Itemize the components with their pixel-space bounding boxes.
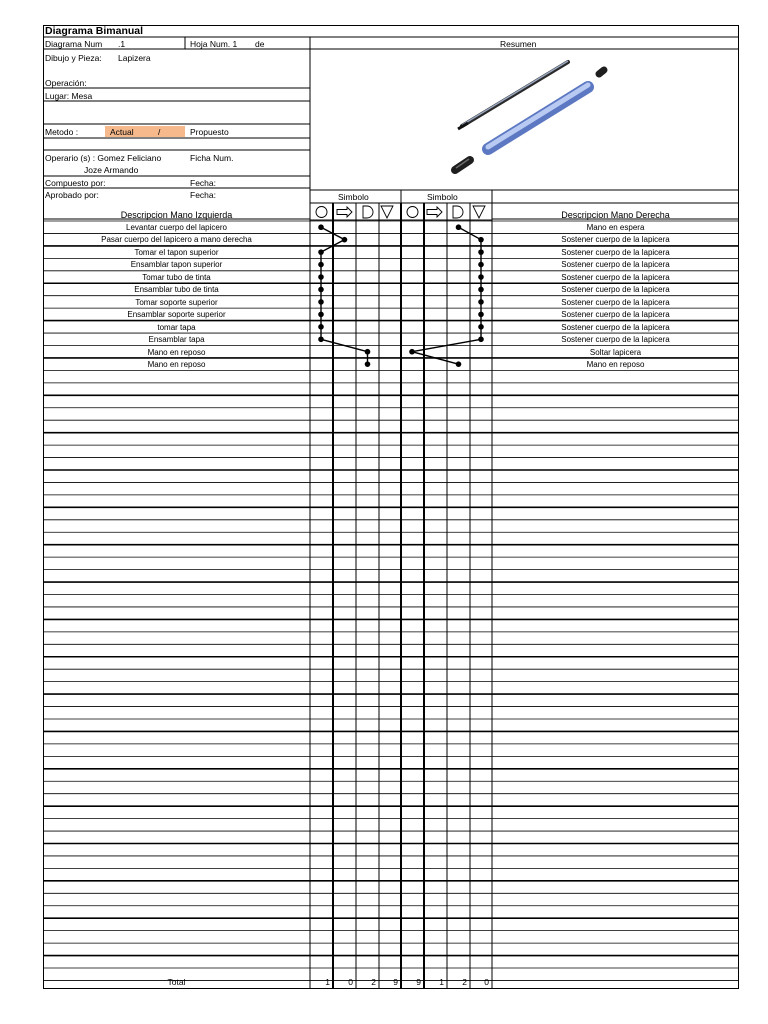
- desc-right-header: Descripcion Mano Derecha: [561, 210, 670, 220]
- right-path-point: [478, 249, 484, 255]
- right-path-point: [456, 224, 462, 230]
- hoja-de: de: [255, 39, 265, 49]
- left-path-point: [318, 287, 324, 293]
- operario-line2: Joze Armando: [84, 165, 139, 175]
- right-step-9: Sostener cuerpo de la lapicera: [561, 322, 670, 332]
- left-path-point: [365, 361, 371, 367]
- right-step-4: Sostener cuerpo de la lapicera: [561, 260, 670, 270]
- right-step-7: Sostener cuerpo de la lapicera: [561, 297, 670, 307]
- right-path-point: [478, 299, 484, 305]
- fecha-label-1: Fecha:: [190, 178, 216, 188]
- dibujo-value: Lapizera: [118, 53, 151, 63]
- right-step-11: Soltar lapicera: [589, 347, 642, 357]
- metodo-label: Metodo :: [45, 127, 79, 137]
- right-step-5: Sostener cuerpo de la lapicera: [561, 272, 670, 282]
- metodo-separator: /: [158, 127, 161, 137]
- page-title: Diagrama Bimanual: [45, 25, 144, 37]
- left-total-4: 9: [393, 977, 398, 987]
- left-path-point: [318, 324, 324, 330]
- hoja-label: Hoja Num. 1: [190, 39, 238, 49]
- right-path-segment: [412, 352, 459, 364]
- left-path-point: [318, 336, 324, 342]
- left-path-point: [318, 274, 324, 280]
- right-step-3: Sostener cuerpo de la lapicera: [561, 247, 670, 257]
- right-path-point: [478, 237, 484, 243]
- left-path-segment: [321, 240, 345, 252]
- left-step-8: Ensamblar soporte superior: [127, 310, 226, 320]
- right-path-point: [478, 336, 484, 342]
- left-step-6: Ensamblar tubo de tinta: [134, 285, 219, 295]
- left-path-point: [318, 312, 324, 318]
- total-label: Total: [167, 977, 186, 987]
- left-path-point: [318, 299, 324, 305]
- right-path-point: [478, 312, 484, 318]
- left-path-point: [318, 224, 324, 230]
- left-path-point: [318, 262, 324, 268]
- right-path-segment: [459, 227, 482, 239]
- left-path-point: [365, 349, 371, 355]
- left-total-1: 1: [325, 977, 330, 987]
- right-path-point: [478, 324, 484, 330]
- left-path-segment: [321, 339, 368, 351]
- right-path-point: [478, 287, 484, 293]
- left-step-1: Levantar cuerpo del lapicero: [126, 223, 227, 232]
- left-step-11: Mano en reposo: [147, 347, 206, 357]
- right-total-2: 1: [439, 977, 444, 987]
- right-step-1: Mano en espera: [586, 223, 645, 232]
- resumen-label: Resumen: [500, 39, 537, 49]
- operacion-label: Operación:: [45, 78, 87, 88]
- desc-left-header: Descripcion Mano Izquierda: [120, 210, 233, 220]
- left-step-9: tomar tapa: [157, 322, 196, 332]
- left-step-5: Tomar tubo de tinta: [142, 272, 211, 282]
- left-step-2: Pasar cuerpo del lapicero a mano derecha: [101, 235, 252, 245]
- right-step-6: Sostener cuerpo de la lapicera: [561, 285, 670, 295]
- right-path-point: [456, 361, 462, 367]
- right-total-4: 0: [484, 977, 489, 987]
- simbolo-label-right: Simbolo: [427, 192, 458, 202]
- left-path-point: [342, 237, 348, 243]
- left-step-10: Ensamblar tapa: [148, 335, 205, 345]
- aprobado-label: Aprobado por:: [45, 190, 99, 200]
- left-total-3: 2: [371, 977, 376, 987]
- diagrama-num-value: .1: [118, 39, 126, 49]
- left-step-3: Tomar el tapon superior: [134, 247, 219, 257]
- right-step-2: Sostener cuerpo de la lapicera: [561, 235, 670, 245]
- metodo-actual: Actual: [110, 127, 134, 137]
- simbolo-label-left: Simbolo: [338, 192, 369, 202]
- right-path-point: [478, 274, 484, 280]
- right-path-point: [478, 262, 484, 268]
- operario-label: Operario (s) : Gomez Feliciano: [45, 153, 162, 163]
- compuesto-label: Compuesto por:: [45, 178, 106, 188]
- right-path-segment: [412, 339, 481, 351]
- right-total-1: 9: [416, 977, 421, 987]
- right-step-10: Sostener cuerpo de la lapicera: [561, 335, 670, 345]
- diagrama-num-label: Diagrama Num: [45, 39, 103, 49]
- right-step-8: Sostener cuerpo de la lapicera: [561, 310, 670, 320]
- left-step-12: Mano en reposo: [147, 359, 206, 369]
- fecha-label-2: Fecha:: [190, 190, 216, 200]
- right-path-point: [409, 349, 415, 355]
- left-step-4: Ensamblar tapon superior: [130, 260, 223, 270]
- right-step-12: Mano en reposo: [586, 359, 645, 369]
- left-path-point: [318, 249, 324, 255]
- left-step-7: Tomar soporte superior: [135, 297, 218, 307]
- dibujo-label: Dibujo y Pieza:: [45, 53, 102, 63]
- left-total-2: 0: [348, 977, 353, 987]
- lugar-label: Lugar: Mesa: [45, 91, 93, 101]
- metodo-propuesto: Propuesto: [190, 127, 229, 137]
- right-total-3: 2: [462, 977, 467, 987]
- ficha-label: Ficha Num.: [190, 153, 234, 163]
- left-path-segment: [321, 227, 345, 239]
